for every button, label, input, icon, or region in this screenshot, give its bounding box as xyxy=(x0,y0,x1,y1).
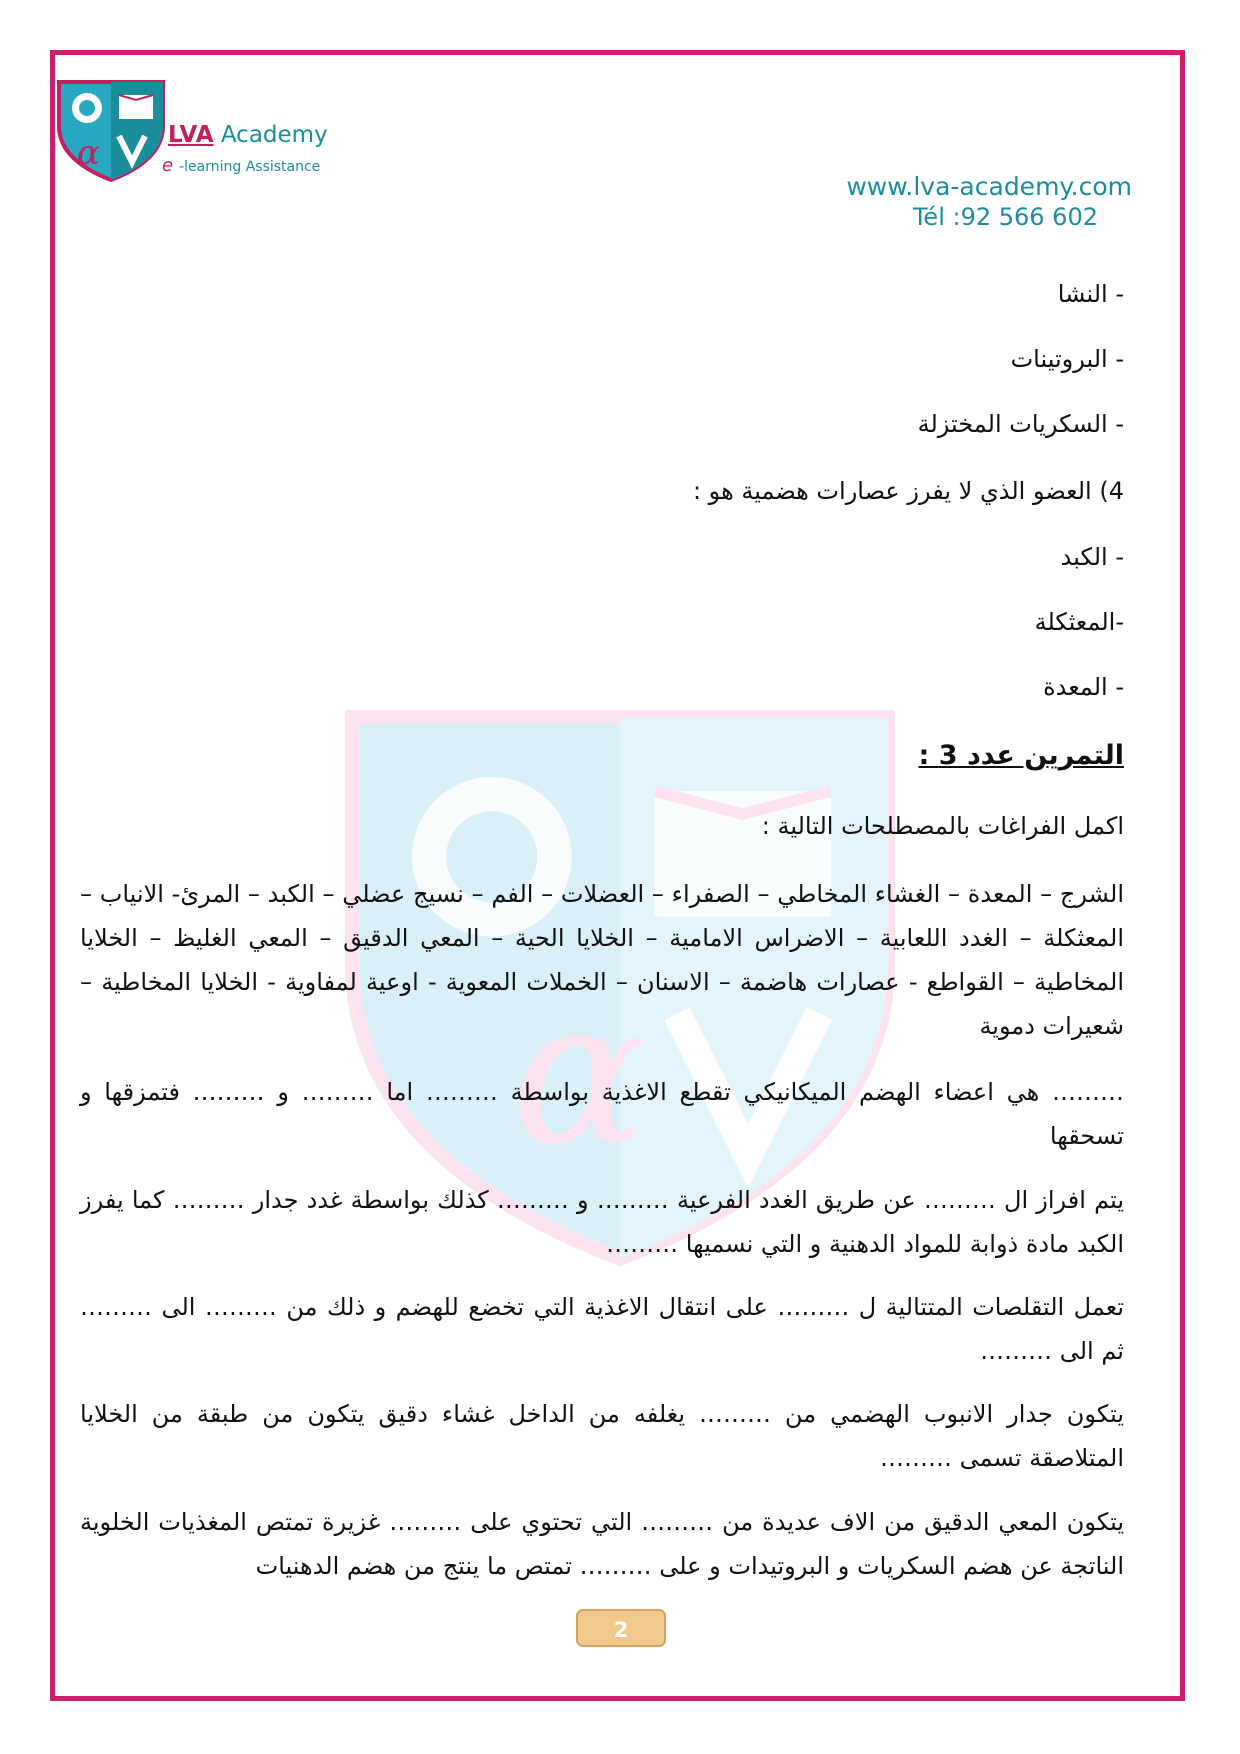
brand-academy: Academy xyxy=(220,122,328,148)
fill-sentence: يتم افراز ال ……… عن طريق الغدد الفرعية ……… و ……… كذلك بواسطة غدد جدار ……… كما يفرز الكبد مادة ذوابة للمواد الدهنية و التي نسميها ……… xyxy=(80,1186,1124,1258)
terms-list: الشرج – المعدة – الغشاء المخاطي – الصفراء – العضلات – الفم – نسيج عضلي – الكبد – المرئ- الانياب – المعثكلة – الغدد اللعابية – الاضراس الامامية – الخلايا الحية – المعي الدقيق – المعي الغليظ – الخلايا المخاطية – القواطع - عصارات هاضمة – الاسنان – الخملات المعوية - اوعية لمفاوية - الخلايا المخاطية – شعيرات دموية xyxy=(80,880,1124,1040)
question-line: 4) العضو الذي لا يفرز عصارات هضمية هو : xyxy=(692,477,1124,505)
fill-sentence: يتكون المعي الدقيق من الاف عديدة من ……… التي تحتوي على ……… غزيرة تمتص المغذيات الخلوية الناتجة عن هضم السكريات و البروتيدات و على ……… تمتص ما ينتج من هضم الدهنيات xyxy=(80,1508,1124,1580)
tagline-text: -learning Assistance xyxy=(179,159,321,175)
option-line: - الكبد xyxy=(1060,543,1124,571)
option-line: - السكريات المختزلة xyxy=(917,410,1124,438)
page-number-badge: 2 xyxy=(576,1609,666,1647)
brand-name xyxy=(168,122,328,148)
phone-number: Tél :92 566 602 xyxy=(912,203,1098,231)
tagline-e: e xyxy=(162,155,174,176)
svg-text:α: α xyxy=(511,957,647,1190)
fill-sentence: تعمل التقلصات المتتالية ل ……… على انتقال الاغذية التي تخضع للهضم و ذلك من ……… الى ……… ثم الى ……… xyxy=(80,1293,1124,1365)
brand-tagline xyxy=(162,155,320,176)
brand-lva: LVA xyxy=(168,122,214,148)
option-line: - النشا xyxy=(1057,280,1124,308)
exercise-instruction: اكمل الفراغات بالمصطلحات التالية : xyxy=(761,812,1124,840)
fill-sentence: يتكون جدار الانبوب الهضمي من ……… يغلفه من الداخل غشاء دقيق يتكون من طبقة من الخلايا المتلاصقة تسمى ……… xyxy=(80,1400,1124,1472)
option-line: - المعدة xyxy=(1043,673,1124,701)
website-link[interactable]: www.lva-academy.com xyxy=(846,172,1132,201)
fill-sentence: ……… هي اعضاء الهضم الميكانيكي تقطع الاغذية بواسطة ……… اما ……… و ……… فتمزقها و تسحقها xyxy=(80,1078,1124,1150)
exercise-title: التمرين عدد 3 : xyxy=(918,740,1124,771)
option-line: -المعثكلة xyxy=(1034,608,1124,636)
option-line: - البروتينات xyxy=(1010,345,1124,373)
svg-text:α: α xyxy=(77,133,100,173)
lva-logo-icon xyxy=(55,78,167,182)
